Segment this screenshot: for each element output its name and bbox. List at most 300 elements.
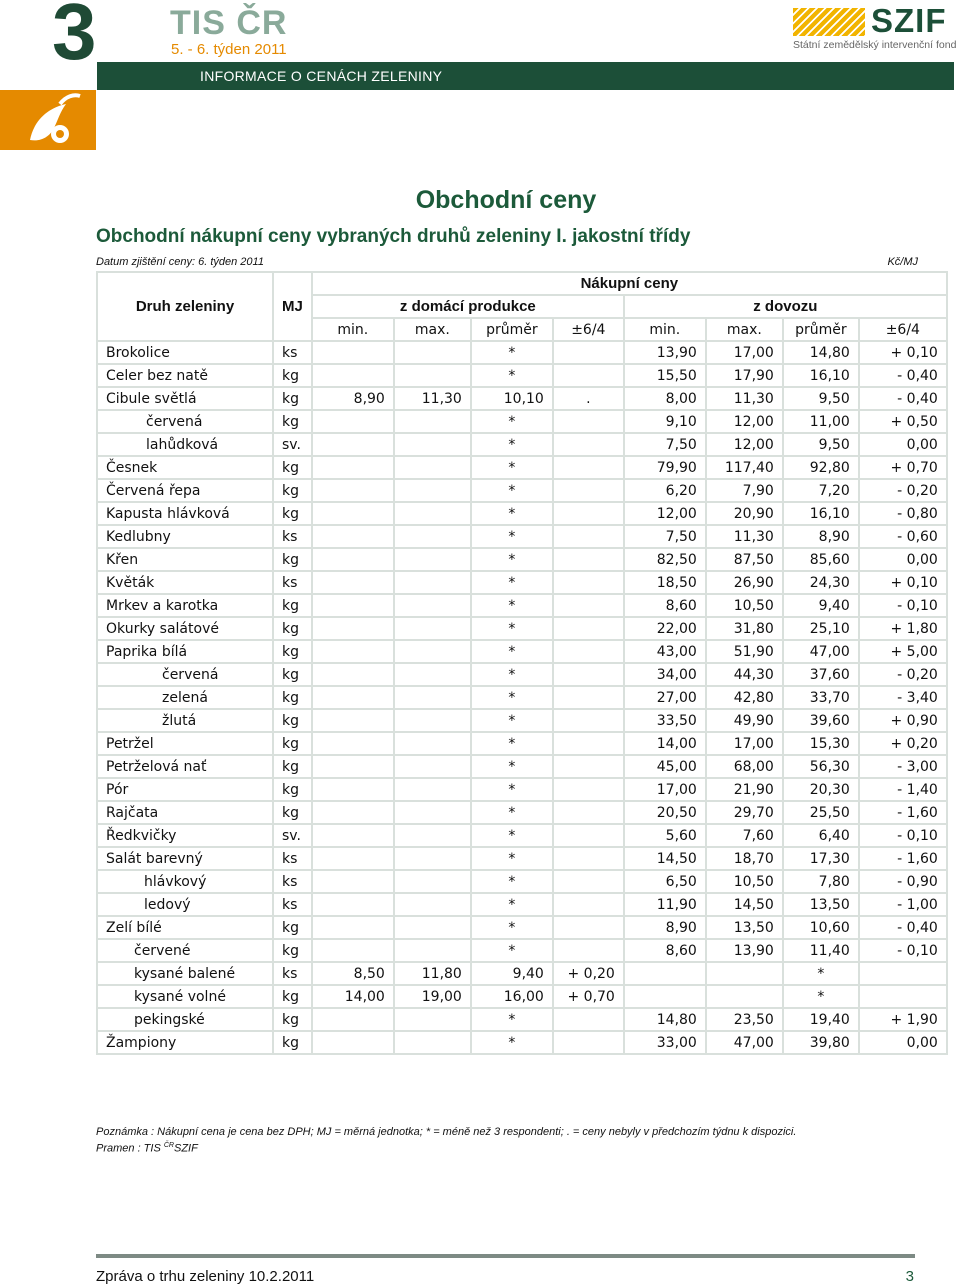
table-row [97,732,947,755]
cell-d-min [312,433,394,456]
cell-vegetable: Žampiony [97,1031,273,1054]
cell-i-chg: - 3,40 [859,686,947,709]
cell-i-avg: 13,50 [783,893,859,916]
cell-d-chg [553,433,624,456]
cell-i-min: 33,00 [624,1031,706,1054]
cell-i-avg: 24,30 [783,571,859,594]
table-row [97,525,947,548]
table-row [97,479,947,502]
cell-d-avg: * [471,502,553,525]
cell-i-min: 8,60 [624,594,706,617]
cell-i-min: 45,00 [624,755,706,778]
cell-i-avg: 16,10 [783,364,859,387]
table-row [97,686,947,709]
cell-d-avg: * [471,1008,553,1031]
table-row [97,1031,947,1054]
cell-i-max: 47,00 [706,1031,783,1054]
cell-d-avg: 10,10 [471,387,553,410]
cell-unit: sv. [273,433,312,456]
cell-d-chg [553,778,624,801]
table-row [97,617,947,640]
cell-d-avg: * [471,594,553,617]
cell-i-avg: 11,40 [783,939,859,962]
cell-d-avg: * [471,686,553,709]
cell-d-avg: * [471,571,553,594]
cell-i-min: 7,50 [624,433,706,456]
cell-i-max: 11,30 [706,387,783,410]
cell-d-max [394,893,471,916]
cell-i-avg: * [783,962,859,985]
cell-d-max [394,364,471,387]
table-row [97,663,947,686]
cell-d-min [312,755,394,778]
cell-i-avg: 56,30 [783,755,859,778]
cell-i-avg: * [783,985,859,1008]
cell-i-min: 6,20 [624,479,706,502]
cell-i-chg: - 0,10 [859,939,947,962]
cell-d-max [394,341,471,364]
table-row [97,456,947,479]
cell-i-avg: 10,60 [783,916,859,939]
cell-i-avg: 14,80 [783,341,859,364]
cell-i-max: 18,70 [706,847,783,870]
cell-unit: kg [273,479,312,502]
table-row [97,594,947,617]
cell-d-min [312,870,394,893]
cell-d-max: 11,80 [394,962,471,985]
cell-d-avg: * [471,755,553,778]
cell-d-chg [553,410,624,433]
cell-d-avg: * [471,801,553,824]
cell-d-min [312,801,394,824]
vegetable-logo [0,90,96,150]
szif-stripes-icon [793,8,865,36]
cell-i-min: 12,00 [624,502,706,525]
cell-d-chg [553,548,624,571]
cell-i-max: 10,50 [706,594,783,617]
cell-d-chg [553,502,624,525]
cell-vegetable: Brokolice [97,341,273,364]
cell-d-max [394,916,471,939]
cell-d-chg [553,824,624,847]
cell-vegetable: ledový [97,893,273,916]
survey-date: Datum zjištění ceny: 6. týden 2011 [96,256,264,268]
cell-i-avg: 16,10 [783,502,859,525]
col-header-d-min: min. [312,318,394,341]
cell-i-max [706,985,783,1008]
cell-d-max [394,686,471,709]
cell-unit: kg [273,732,312,755]
cell-vegetable: pekingské [97,1008,273,1031]
table-note [96,1126,796,1156]
cell-i-min: 6,50 [624,870,706,893]
cell-unit: kg [273,939,312,962]
cell-d-max [394,709,471,732]
cell-vegetable: Kedlubny [97,525,273,548]
cell-d-avg: * [471,847,553,870]
cell-d-min: 8,90 [312,387,394,410]
cell-d-max [394,732,471,755]
cell-d-avg: * [471,939,553,962]
col-header-i-max: max. [706,318,783,341]
table-row [97,916,947,939]
table-row [97,755,947,778]
cell-i-chg: + 0,10 [859,571,947,594]
price-table [96,271,948,1055]
cell-d-chg [553,686,624,709]
cell-d-max [394,801,471,824]
cell-i-avg: 25,50 [783,801,859,824]
cell-d-min [312,341,394,364]
cell-d-max: 11,30 [394,387,471,410]
cell-vegetable: červená [97,410,273,433]
cell-i-max: 26,90 [706,571,783,594]
cell-i-chg: - 0,90 [859,870,947,893]
cell-i-chg [859,985,947,1008]
cell-vegetable: Petrželová nať [97,755,273,778]
col-header-d-avg: průměr [471,318,553,341]
cell-d-chg [553,893,624,916]
cell-d-avg: * [471,640,553,663]
cell-vegetable: Petržel [97,732,273,755]
cell-d-max [394,594,471,617]
cell-i-chg: - 3,00 [859,755,947,778]
cell-d-min [312,640,394,663]
cell-d-min [312,1031,394,1054]
cell-unit: kg [273,1008,312,1031]
cell-i-min: 9,10 [624,410,706,433]
cell-d-min [312,617,394,640]
cell-d-min [312,571,394,594]
table-row [97,801,947,824]
szif-logo [793,2,957,52]
cell-i-avg: 9,50 [783,433,859,456]
cell-i-avg: 19,40 [783,1008,859,1031]
cell-unit: ks [273,870,312,893]
cell-unit: kg [273,548,312,571]
col-header-i-min: min. [624,318,706,341]
cell-i-max: 42,80 [706,686,783,709]
cell-i-max [706,962,783,985]
cell-i-max: 117,40 [706,456,783,479]
cell-i-avg: 25,10 [783,617,859,640]
cell-unit: kg [273,1031,312,1054]
cell-d-avg: * [471,916,553,939]
col-header-mj: MJ [273,272,312,341]
cell-i-max: 17,00 [706,341,783,364]
cell-d-max [394,870,471,893]
cell-i-avg: 33,70 [783,686,859,709]
col-header-druh: Druh zeleniny [97,272,273,341]
cell-i-chg: + 0,10 [859,341,947,364]
cell-d-avg: * [471,525,553,548]
szif-logo-subtitle: Státní zemědělský intervenční fond [793,39,957,51]
cell-d-avg: * [471,410,553,433]
cell-d-max [394,663,471,686]
cell-d-chg [553,640,624,663]
cell-unit: ks [273,893,312,916]
cell-i-chg: + 0,70 [859,456,947,479]
table-row [97,985,947,1008]
cell-i-min: 14,00 [624,732,706,755]
cell-d-avg: * [471,479,553,502]
cell-i-max: 29,70 [706,801,783,824]
cell-d-max [394,548,471,571]
cell-vegetable: lahůdková [97,433,273,456]
cell-unit: kg [273,387,312,410]
cell-i-chg: - 0,60 [859,525,947,548]
cell-i-max: 17,00 [706,732,783,755]
cell-i-chg: - 0,40 [859,364,947,387]
cell-d-min [312,916,394,939]
page-number: 3 [905,1268,914,1285]
week-label: 5. - 6. týden 2011 [171,41,287,58]
cell-i-avg: 7,20 [783,479,859,502]
cell-d-max [394,502,471,525]
cell-d-avg: * [471,433,553,456]
cell-d-avg: * [471,778,553,801]
cell-d-min [312,939,394,962]
cell-d-min [312,778,394,801]
cell-vegetable: červené [97,939,273,962]
table-row [97,962,947,985]
cell-d-max [394,755,471,778]
cell-unit: ks [273,847,312,870]
cell-i-min: 27,00 [624,686,706,709]
cell-i-chg: - 0,20 [859,479,947,502]
cell-i-min: 33,50 [624,709,706,732]
cell-i-max: 68,00 [706,755,783,778]
cell-d-min [312,893,394,916]
cell-i-min: 18,50 [624,571,706,594]
cell-i-avg: 8,90 [783,525,859,548]
cell-i-min: 13,90 [624,341,706,364]
cell-i-min: 8,60 [624,939,706,962]
cell-i-min: 43,00 [624,640,706,663]
col-header-d-chg: ±6/4 [553,318,624,341]
cell-d-max [394,456,471,479]
cell-vegetable: hlávkový [97,870,273,893]
cell-unit: kg [273,640,312,663]
cell-i-chg: + 5,00 [859,640,947,663]
cell-i-max: 12,00 [706,410,783,433]
cell-i-avg: 92,80 [783,456,859,479]
table-row [97,870,947,893]
cell-i-min: 17,00 [624,778,706,801]
table-row [97,548,947,571]
cell-d-min [312,479,394,502]
cell-d-min: 8,50 [312,962,394,985]
cell-i-chg: - 0,80 [859,502,947,525]
table-row [97,778,947,801]
cell-i-min: 79,90 [624,456,706,479]
cell-vegetable: Paprika bílá [97,640,273,663]
table-row [97,709,947,732]
cell-vegetable: kysané volné [97,985,273,1008]
cell-i-chg [859,962,947,985]
cell-d-chg [553,341,624,364]
cell-vegetable: červená [97,663,273,686]
cell-vegetable: zelená [97,686,273,709]
cell-vegetable: žlutá [97,709,273,732]
cell-d-max [394,1031,471,1054]
cell-i-avg: 17,30 [783,847,859,870]
cell-i-chg: + 0,50 [859,410,947,433]
cell-vegetable: Celer bez natě [97,364,273,387]
cell-d-chg [553,525,624,548]
cell-i-max: 12,00 [706,433,783,456]
cell-d-min [312,709,394,732]
cell-i-min: 14,50 [624,847,706,870]
source-suffix: SZIF [173,1142,198,1155]
cell-i-chg: - 0,10 [859,824,947,847]
cell-d-chg [553,1031,624,1054]
section-bar [97,62,954,90]
cell-unit: kg [273,364,312,387]
cell-i-avg: 9,40 [783,594,859,617]
cell-d-chg [553,456,624,479]
cell-unit: kg [273,456,312,479]
cell-i-min: 14,80 [624,1008,706,1031]
cell-d-chg [553,663,624,686]
cell-unit: kg [273,916,312,939]
cell-i-min: 5,60 [624,824,706,847]
source-prefix: Pramen : TIS [96,1142,164,1155]
cell-d-max [394,640,471,663]
cell-d-max [394,479,471,502]
cell-d-chg [553,939,624,962]
cell-d-avg: * [471,1031,553,1054]
cell-i-min: 7,50 [624,525,706,548]
cell-d-avg: 9,40 [471,962,553,985]
footer-title: Zpráva o trhu zeleniny 10.2.2011 [96,1268,315,1285]
cell-d-avg: * [471,548,553,571]
section-bar-text: INFORMACE O CENÁCH ZELENINY [200,68,443,84]
cell-d-avg: * [471,364,553,387]
cell-unit: kg [273,709,312,732]
cell-unit: ks [273,571,312,594]
cell-vegetable: kysané balené [97,962,273,985]
cell-i-chg: - 1,60 [859,847,947,870]
cell-d-avg: * [471,732,553,755]
table-row [97,571,947,594]
cell-i-avg: 15,30 [783,732,859,755]
cell-unit: ks [273,341,312,364]
cell-d-chg: . [553,387,624,410]
cell-i-chg: - 0,40 [859,916,947,939]
cell-d-chg [553,847,624,870]
cell-i-chg: 0,00 [859,1031,947,1054]
cell-vegetable: Rajčata [97,801,273,824]
cell-d-min [312,502,394,525]
cell-d-avg: * [471,617,553,640]
cell-unit: sv. [273,824,312,847]
cell-vegetable: Červená řepa [97,479,273,502]
cell-unit: kg [273,801,312,824]
cell-i-avg: 47,00 [783,640,859,663]
cell-d-avg: 16,00 [471,985,553,1008]
cell-d-max [394,1008,471,1031]
cell-i-min: 22,00 [624,617,706,640]
cell-d-chg [553,479,624,502]
cell-vegetable: Mrkev a karotka [97,594,273,617]
cell-d-chg [553,732,624,755]
cell-d-avg: * [471,341,553,364]
cell-vegetable: Cibule světlá [97,387,273,410]
cell-d-chg [553,709,624,732]
cell-i-avg: 85,60 [783,548,859,571]
cell-i-chg: 0,00 [859,548,947,571]
tis-title: TIS ČR [170,4,288,42]
note-text: Poznámka : Nákupní cena je cena bez DPH; MJ = měrná jednotka; * = méně než 3 respondenti; . = ceny nebyly v předchozím týdnu k dispozici. [96,1126,797,1138]
cell-d-avg: * [471,824,553,847]
cell-i-max: 51,90 [706,640,783,663]
table-row [97,824,947,847]
cell-d-chg [553,594,624,617]
cell-i-avg: 39,80 [783,1031,859,1054]
cell-i-min: 8,90 [624,916,706,939]
cell-d-max [394,410,471,433]
table-row [97,1008,947,1031]
cell-unit: kg [273,686,312,709]
table-row [97,433,947,456]
cell-d-min [312,525,394,548]
cell-unit: kg [273,755,312,778]
cell-i-chg: - 1,40 [859,778,947,801]
cell-i-chg: - 0,10 [859,594,947,617]
cell-unit: ks [273,525,312,548]
table-row [97,410,947,433]
col-header-i-avg: průměr [783,318,859,341]
cell-d-chg [553,364,624,387]
cell-d-min [312,847,394,870]
cell-d-max: 19,00 [394,985,471,1008]
cell-i-max: 7,90 [706,479,783,502]
pepper-icon [0,90,96,150]
cell-d-min [312,594,394,617]
page-heading: Obchodní ceny [415,186,597,214]
cell-d-max [394,525,471,548]
footer-divider [96,1254,915,1258]
cell-d-min [312,732,394,755]
table-row [97,502,947,525]
cell-i-avg: 6,40 [783,824,859,847]
cell-d-max [394,939,471,962]
currency-unit: Kč/MJ [887,256,918,268]
cell-d-min [312,1008,394,1031]
cell-d-chg [553,617,624,640]
cell-d-avg: * [471,456,553,479]
cell-d-avg: * [471,893,553,916]
cell-d-chg [553,1008,624,1031]
cell-i-min: 34,00 [624,663,706,686]
cell-i-max: 44,30 [706,663,783,686]
cell-unit: kg [273,594,312,617]
cell-i-avg: 39,60 [783,709,859,732]
cell-unit: kg [273,502,312,525]
cell-i-max: 17,90 [706,364,783,387]
cell-d-min [312,548,394,571]
cell-i-max: 23,50 [706,1008,783,1031]
cell-d-min [312,663,394,686]
cell-i-min: 15,50 [624,364,706,387]
table-row [97,364,947,387]
table-row [97,640,947,663]
cell-d-max [394,847,471,870]
col-header-domestic: z domácí produkce [312,295,624,318]
cell-d-chg [553,755,624,778]
cell-vegetable: Česnek [97,456,273,479]
